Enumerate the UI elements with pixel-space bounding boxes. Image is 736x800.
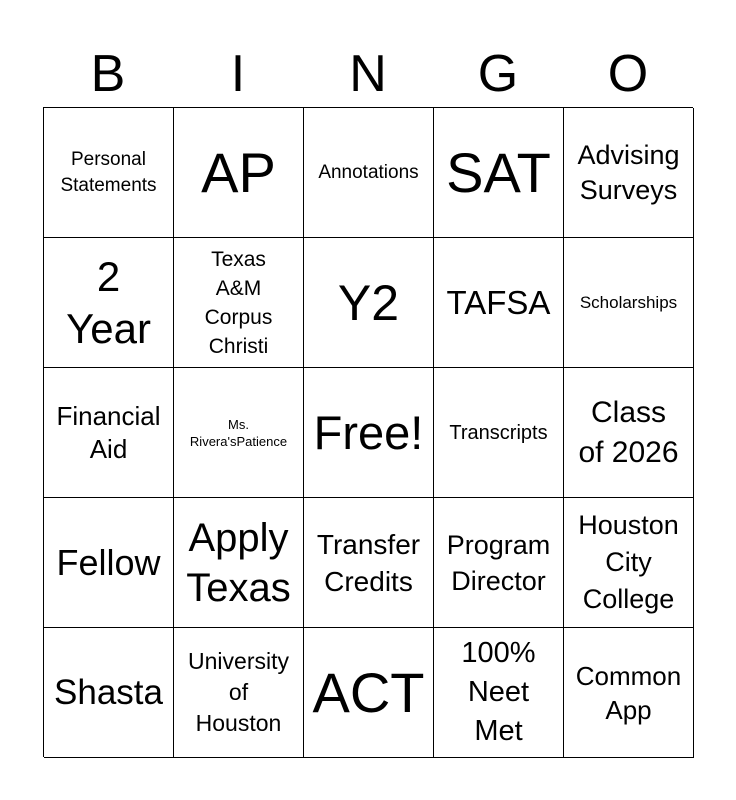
cell-label: ACT <box>312 660 425 724</box>
bingo-cell[interactable] <box>174 628 304 758</box>
header-letter-o: O <box>607 45 649 103</box>
bingo-cell[interactable] <box>564 108 694 238</box>
bingo-cell[interactable] <box>174 238 304 368</box>
bingo-cell[interactable] <box>564 238 694 368</box>
bingo-cell[interactable] <box>434 238 564 368</box>
cell-label: SAT <box>446 140 551 204</box>
bingo-cell[interactable] <box>44 108 174 238</box>
bingo-grid <box>43 107 693 757</box>
cell-label: Annotations <box>318 161 419 183</box>
bingo-cell[interactable] <box>304 368 434 498</box>
cell-label: Common App <box>575 660 682 725</box>
cell-label: Personal Statements <box>60 148 157 196</box>
header-letter-b: B <box>90 45 126 103</box>
bingo-cell[interactable] <box>564 368 694 498</box>
cell-label: Y2 <box>337 274 400 331</box>
bingo-cell[interactable] <box>304 238 434 368</box>
bingo-cell[interactable] <box>304 108 434 238</box>
bingo-cell[interactable] <box>174 368 304 498</box>
bingo-cell[interactable] <box>44 498 174 628</box>
bingo-cell[interactable] <box>304 498 434 628</box>
bingo-cell[interactable] <box>564 628 694 758</box>
bingo-cell[interactable] <box>434 368 564 498</box>
bingo-cell[interactable] <box>434 628 564 758</box>
cell-label: Apply Texas <box>186 515 291 610</box>
cell-label: Shasta <box>54 673 163 712</box>
cell-label: 100% Neet Met <box>461 637 536 747</box>
bingo-header <box>43 40 693 108</box>
cell-label: Financial Aid <box>56 400 161 464</box>
cell-label: Fellow <box>56 542 161 583</box>
header-letter-i: I <box>230 45 246 103</box>
cell-label: Houston City College <box>578 510 679 614</box>
cell-label: University of Houston <box>188 648 289 736</box>
bingo-cell[interactable] <box>434 498 564 628</box>
cell-label: Advising Surveys <box>577 139 680 205</box>
bingo-cell[interactable] <box>44 238 174 368</box>
header-letter-g: G <box>477 45 519 103</box>
bingo-cell[interactable] <box>174 498 304 628</box>
bingo-cell[interactable] <box>304 628 434 758</box>
cell-label: Class of 2026 <box>578 395 679 469</box>
bingo-cell[interactable] <box>434 108 564 238</box>
cell-label: Scholarships <box>579 293 678 312</box>
bingo-cell[interactable] <box>44 368 174 498</box>
cell-label: TAFSA <box>446 283 551 321</box>
header-letter-n: N <box>349 45 387 103</box>
cell-label: AP <box>201 140 276 204</box>
cell-label: Transcripts <box>449 421 548 444</box>
cell-label: Free! <box>313 405 424 459</box>
cell-label: Program Director <box>446 529 551 596</box>
bingo-cell[interactable] <box>564 498 694 628</box>
cell-label: 2 Year <box>66 252 151 352</box>
bingo-cell[interactable] <box>44 628 174 758</box>
bingo-cell[interactable] <box>174 108 304 238</box>
cell-label: Texas A&M Corpus Christi <box>204 247 273 358</box>
cell-label: Ms. Rivera'sPatience <box>189 416 288 449</box>
cell-label: Transfer Credits <box>316 528 421 597</box>
